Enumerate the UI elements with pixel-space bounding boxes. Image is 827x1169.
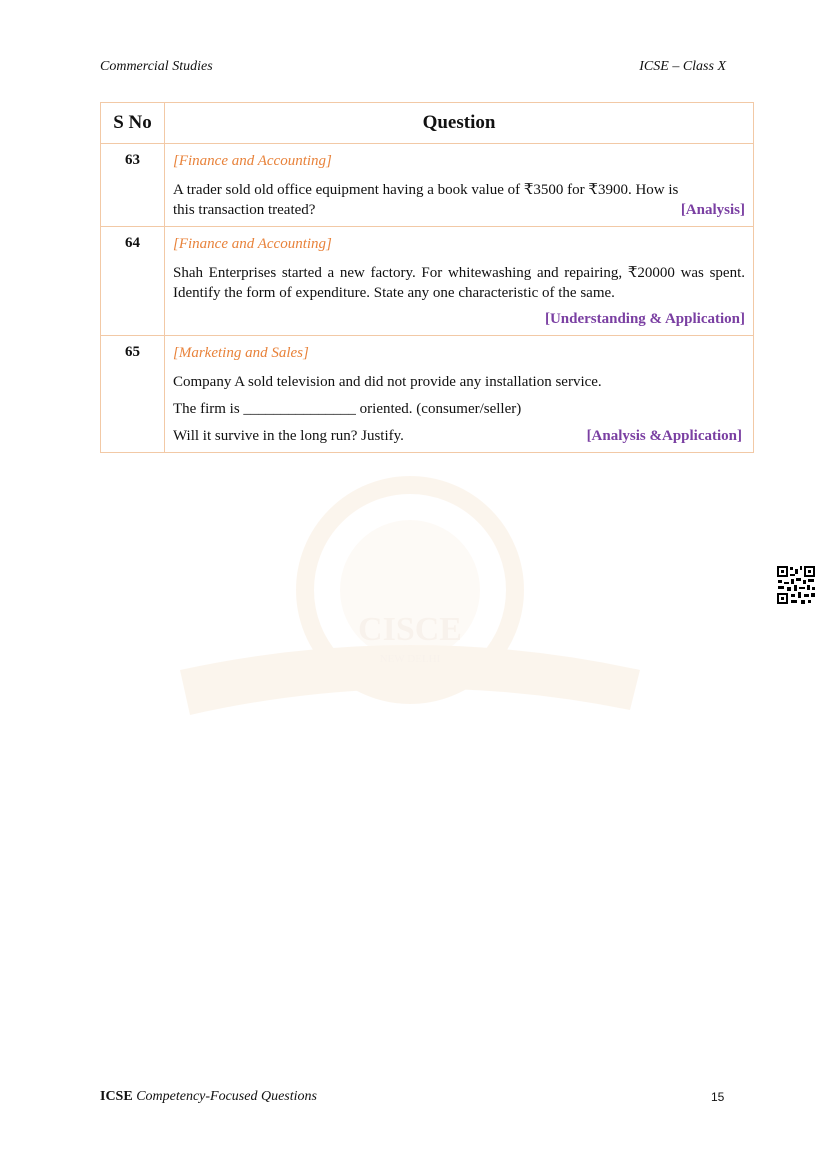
question-text-line: this transaction treated? xyxy=(173,202,316,218)
competency-tag: [Analysis &Application] xyxy=(586,428,742,444)
column-header-question: Question xyxy=(165,103,754,144)
question-cell xyxy=(165,227,754,336)
question-text-line: The firm is _______________ oriented. (consumer/seller) xyxy=(173,401,522,417)
question-text: Shah Enterprises started a new factory. For whitewashing and repairing, ₹20000 was spent. Identify the form of expenditure. State any one characteristic of the same. xyxy=(173,265,745,301)
question-text-line: A trader sold old office equipment having a book value of ₹3500 for ₹3900. How is xyxy=(173,182,679,198)
footer-brand: ICSE xyxy=(100,1089,133,1104)
question-number: 65 xyxy=(101,336,165,453)
header-class: ICSE – Class X xyxy=(639,59,726,74)
cisce-watermark-logo xyxy=(160,470,660,760)
table-row xyxy=(101,336,754,453)
watermark-subtitle: NEW DELHI xyxy=(379,653,441,665)
question-text-line: Will it survive in the long run? Justify. xyxy=(173,428,404,444)
table-header-row xyxy=(101,103,754,144)
question-topic: [Finance and Accounting] xyxy=(173,236,332,252)
footer-subtitle: Competency-Focused Questions xyxy=(136,1089,317,1104)
question-cell xyxy=(165,336,754,453)
watermark-name: CISCE xyxy=(358,611,462,648)
page-number: 15 xyxy=(711,1090,725,1104)
header-subject: Commercial Studies xyxy=(100,59,213,74)
question-topic: [Finance and Accounting] xyxy=(173,153,332,169)
question-number: 64 xyxy=(101,227,165,336)
qr-code-icon[interactable] xyxy=(776,565,816,605)
question-cell xyxy=(165,144,754,227)
question-topic: [Marketing and Sales] xyxy=(173,345,309,361)
column-header-sno: S No xyxy=(101,103,165,144)
question-table xyxy=(100,102,754,453)
competency-tag: [Analysis] xyxy=(680,202,745,218)
table-row xyxy=(101,227,754,336)
question-number: 63 xyxy=(101,144,165,227)
table-row xyxy=(101,144,754,227)
footer-title xyxy=(100,1089,317,1105)
question-text-line: Company A sold television and did not provide any installation service. xyxy=(173,374,602,390)
competency-tag: [Understanding & Application] xyxy=(544,311,745,327)
